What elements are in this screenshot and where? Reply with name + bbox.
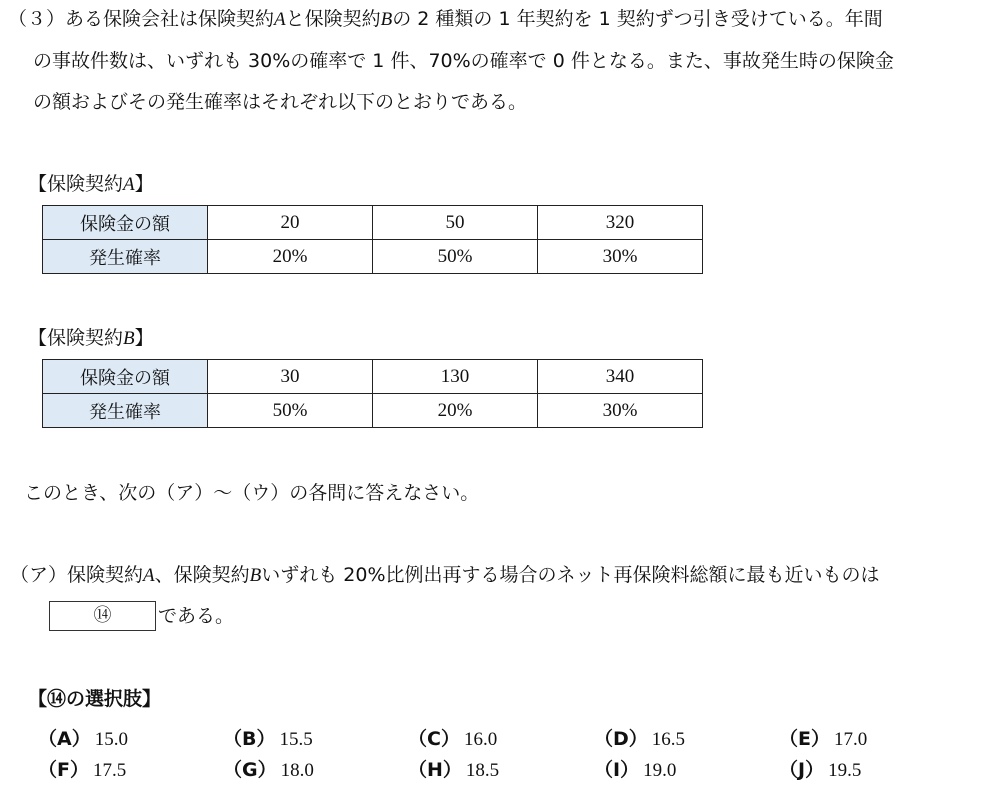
choice-label: （D）	[594, 728, 648, 750]
table-cell: 50%	[208, 394, 373, 428]
intro-line-3: の額およびその発生確率はそれぞれ以下のとおりである。	[33, 91, 528, 113]
row-header: 保険金の額	[43, 206, 208, 240]
choice-value: 18.0	[280, 760, 314, 781]
choice-b[interactable]	[223, 724, 313, 751]
choice-label: （H）	[408, 759, 462, 781]
intro-line-2: の事故件数は、いずれも 30%の確率で 1 件、70%の確率で 0 件となる。また、事故発生時の保険金	[33, 50, 894, 72]
question-text: いずれも 20%比例出再する場合のネット再保険料総額に最も近いものは	[261, 564, 880, 586]
table-cell: 30	[208, 360, 373, 394]
table-cell: 320	[538, 206, 703, 240]
table-cell: 20	[208, 206, 373, 240]
choice-label: （G）	[223, 759, 277, 781]
instruction-text: このとき、次の（ア）～（ウ）の各問に答えなさい。	[24, 482, 480, 504]
question-line-1	[10, 566, 880, 585]
table-row	[43, 394, 703, 428]
table-row	[43, 240, 703, 274]
choice-label: （B）	[223, 728, 276, 750]
contract-letter-b: B	[380, 9, 393, 30]
choice-i[interactable]	[594, 755, 676, 782]
table-cell: 50%	[373, 240, 538, 274]
choices-heading: 【⑭の選択肢】	[28, 688, 162, 710]
choice-a[interactable]	[38, 724, 128, 751]
table-cell: 130	[373, 360, 538, 394]
answer-blank-box[interactable]: ⑭	[49, 601, 156, 631]
heading-text: 【保険契約	[28, 327, 124, 349]
contract-b-table	[42, 359, 703, 428]
choice-value: 16.5	[651, 729, 686, 750]
contract-letter-a: A	[123, 174, 135, 195]
intro-text: （３）ある保険会社は保険契約	[8, 8, 275, 30]
choice-f[interactable]	[38, 755, 126, 782]
choice-c[interactable]	[408, 724, 497, 751]
table-cell: 20%	[208, 240, 373, 274]
table-cell: 50	[373, 206, 538, 240]
choice-label: （A）	[38, 728, 91, 750]
table-cell: 30%	[538, 240, 703, 274]
choice-label: （E）	[779, 728, 830, 750]
heading-bracket: 】	[134, 173, 154, 195]
row-header: 発生確率	[43, 394, 208, 428]
choice-j[interactable]	[779, 755, 861, 782]
contract-b-heading	[28, 329, 154, 348]
row-header: 保険金の額	[43, 360, 208, 394]
contract-a-heading	[28, 175, 154, 194]
contract-letter-b: B	[249, 565, 262, 586]
table-cell: 340	[538, 360, 703, 394]
choice-value: 19.5	[828, 760, 862, 781]
choice-value: 15.0	[94, 729, 128, 750]
question-text: 、保険契約	[154, 564, 250, 586]
table-row	[43, 206, 703, 240]
choice-value: 17.5	[92, 760, 127, 781]
choice-d[interactable]	[594, 724, 685, 751]
contract-letter-a: A	[274, 9, 286, 30]
choice-label: （J）	[779, 759, 825, 781]
choice-value: 16.0	[463, 729, 498, 750]
choice-value: 19.0	[643, 760, 677, 781]
table-row	[43, 360, 703, 394]
intro-text: と保険契約	[285, 8, 381, 30]
table-cell: 30%	[538, 394, 703, 428]
question-line-2-tail: である。	[158, 605, 235, 627]
question-text: （ア）保険契約	[10, 564, 144, 586]
intro-line-1	[8, 10, 883, 29]
row-header: 発生確率	[43, 240, 208, 274]
contract-a-table	[42, 205, 703, 274]
contract-letter-b: B	[123, 328, 135, 349]
table-cell: 20%	[373, 394, 538, 428]
choice-value: 17.0	[833, 729, 868, 750]
heading-bracket: 】	[134, 327, 154, 349]
choice-g[interactable]	[223, 755, 314, 782]
intro-text: の 2 種類の 1 年契約を 1 契約ずつ引き受けている。年間	[392, 8, 883, 30]
choice-label: （C）	[408, 728, 460, 750]
choice-h[interactable]	[408, 755, 499, 782]
contract-letter-a: A	[143, 565, 155, 586]
choice-value: 15.5	[279, 729, 313, 750]
choice-label: （I）	[594, 759, 640, 781]
choice-e[interactable]	[779, 724, 867, 751]
choice-label: （F）	[38, 759, 89, 781]
heading-text: 【保険契約	[28, 173, 124, 195]
choice-value: 18.5	[465, 760, 500, 781]
